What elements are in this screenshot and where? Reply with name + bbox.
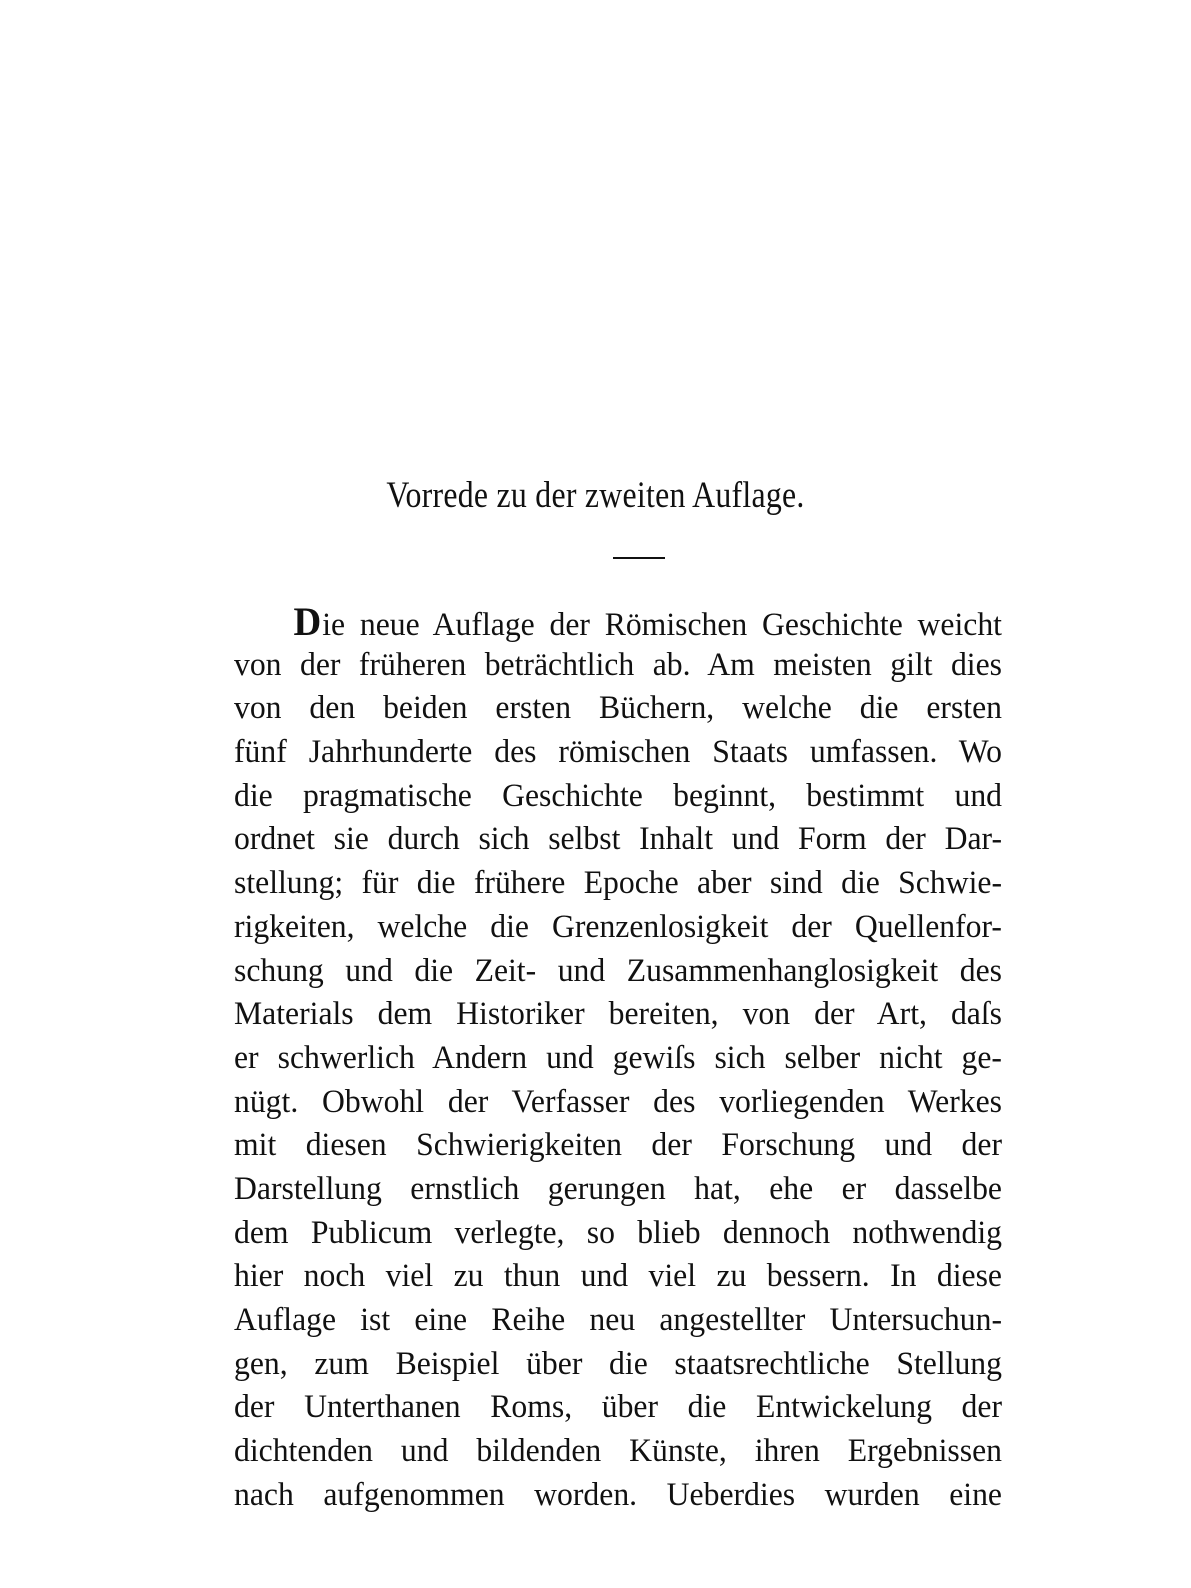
- text-line: Darstellung ernstlich gerungen hat, ehe er dasselbe: [234, 1170, 1002, 1207]
- text-line: stellung; für die frühere Epoche aber sind die Schwie-: [234, 865, 1002, 902]
- text-line: nügt. Obwohl der Verfasser des vorliegenden Werkes: [234, 1083, 1002, 1120]
- title-divider: [613, 557, 665, 559]
- text-line: rigkeiten, welche die Grenzenlosigkeit der Quellenfor-: [234, 908, 1002, 945]
- text-line: dem Publicum verlegte, so blieb dennoch nothwendig: [234, 1214, 1002, 1251]
- text-line: fünf Jahrhunderte des römischen Staats umfassen. Wo: [234, 734, 1002, 771]
- text-line: er schwerlich Andern und gewiſs sich selber nicht ge-: [234, 1039, 1002, 1076]
- text-line: ordnet sie durch sich selbst Inhalt und Form der Dar-: [234, 821, 1002, 858]
- body-paragraph: [234, 600, 1034, 1517]
- text-line: schung und die Zeit- und Zusammenhanglosigkeit des: [234, 952, 1002, 989]
- text-line: der Unterthanen Roms, über die Entwickelung der: [234, 1389, 1002, 1426]
- text-line: Materials dem Historiker bereiten, von der Art, daſs: [234, 996, 1002, 1033]
- text-line: gen, zum Beispiel über die staatsrechtliche Stellung: [234, 1345, 1002, 1382]
- page-title: Vorrede zu der zweiten Auflage.: [386, 475, 805, 516]
- text-line: hier noch viel zu thun und viel zu bessern. In diese: [234, 1258, 1002, 1295]
- text-line: Auflage ist eine Reihe neu angestellter Untersuchun-: [234, 1302, 1002, 1338]
- text-line: dichtenden und bildenden Künste, ihren Ergebnissen: [234, 1433, 1002, 1470]
- first-line-text: ie neue Auflage der Römischen Geschichte weicht: [322, 607, 1003, 643]
- text-line-first: [234, 600, 1002, 644]
- drop-cap: D: [293, 599, 323, 644]
- text-line: mit diesen Schwierigkeiten der Forschung und der: [234, 1127, 1002, 1164]
- text-line: von den beiden ersten Büchern, welche die ersten: [234, 690, 1002, 727]
- text-line: nach aufgenommen worden. Ueberdies wurden eine: [234, 1476, 1002, 1513]
- text-line: von der früheren beträchtlich ab. Am meisten gilt dies: [234, 646, 1002, 683]
- text-line: die pragmatische Geschichte beginnt, bestimmt und: [234, 777, 1002, 814]
